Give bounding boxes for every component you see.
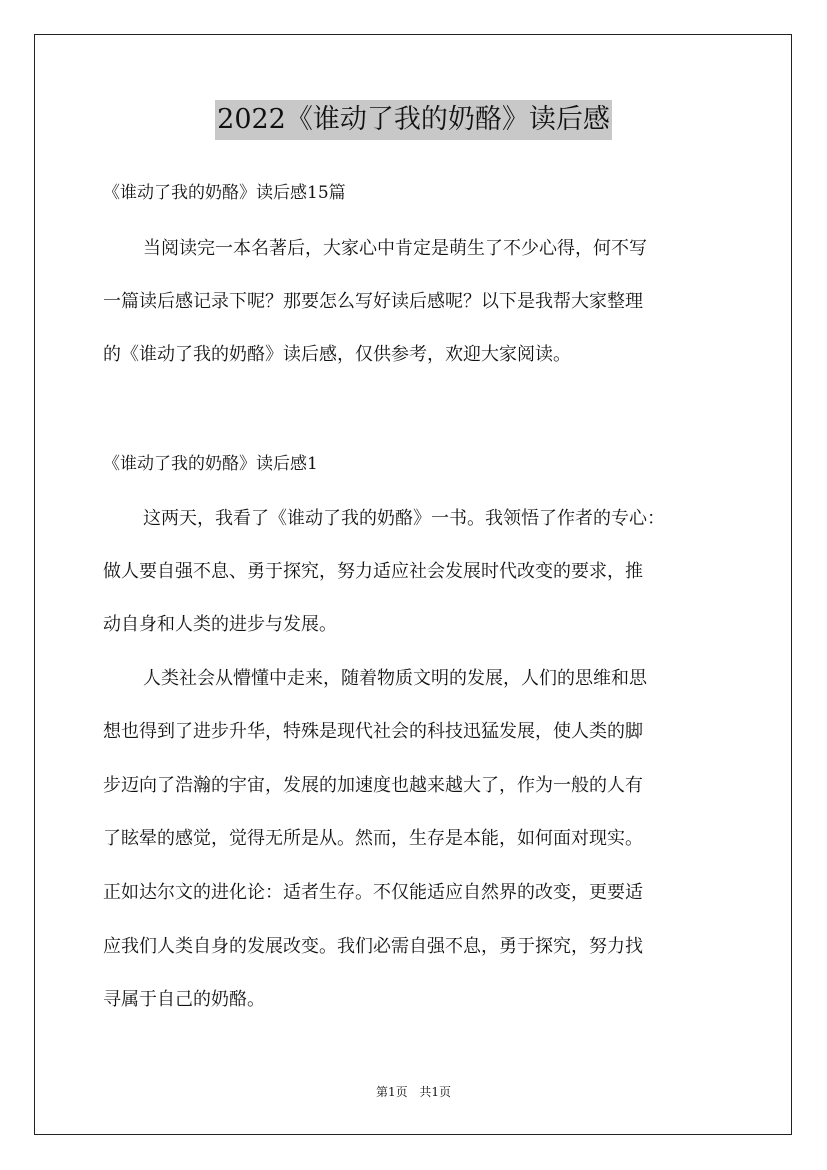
paragraph-line: 寻属于自己的奶酪。 [103, 989, 265, 1010]
section-heading: 《谁动了我的奶酪》读后感1 [103, 454, 318, 474]
paragraph-line: 想也得到了进步升华，特殊是现代社会的科技迅猛发展，使人类的脚 [103, 721, 643, 742]
page-number: 第1页 [375, 1085, 408, 1099]
paragraph-line: 应我们人类自身的发展改变。我们必需自强不息，勇于探究，努力找 [103, 936, 643, 957]
paragraph-line: 人类社会从懵懂中走来，随着物质文明的发展，人们的思维和思 [143, 668, 647, 689]
document-title: 2022《谁动了我的奶酪》读后感 [215, 100, 612, 140]
page-total: 共1页 [419, 1085, 452, 1099]
document-subtitle: 《谁动了我的奶酪》读后感15篇 [103, 183, 346, 203]
intro-line: 当阅读完一本名著后，大家心中肯定是萌生了不少心得，何不写 [143, 238, 647, 259]
paragraph-line: 了眩晕的感觉，觉得无所是从。然而，生存是本能，如何面对现实。 [103, 828, 643, 849]
paragraph-line: 正如达尔文的进化论：适者生存。不仅能适应自然界的改变，更要适 [103, 882, 643, 903]
paragraph-line: 这两天，我看了《谁动了我的奶酪》一书。我领悟了作者的专心： [143, 508, 665, 529]
intro-line: 的《谁动了我的奶酪》读后感，仅供参考，欢迎大家阅读。 [103, 344, 571, 365]
paragraph-line: 做人要自强不息、勇于探究，努力适应社会发展时代改变的要求，推 [103, 561, 643, 582]
intro-line: 一篇读后感记录下呢？那要怎么写好读后感呢？以下是我帮大家整理 [103, 291, 643, 312]
page-footer [0, 1084, 827, 1100]
paragraph-line: 步迈向了浩瀚的宇宙，发展的加速度也越来越大了，作为一般的人有 [103, 775, 643, 796]
title-container [0, 100, 827, 140]
paragraph-line: 动自身和人类的进步与发展。 [103, 614, 337, 635]
